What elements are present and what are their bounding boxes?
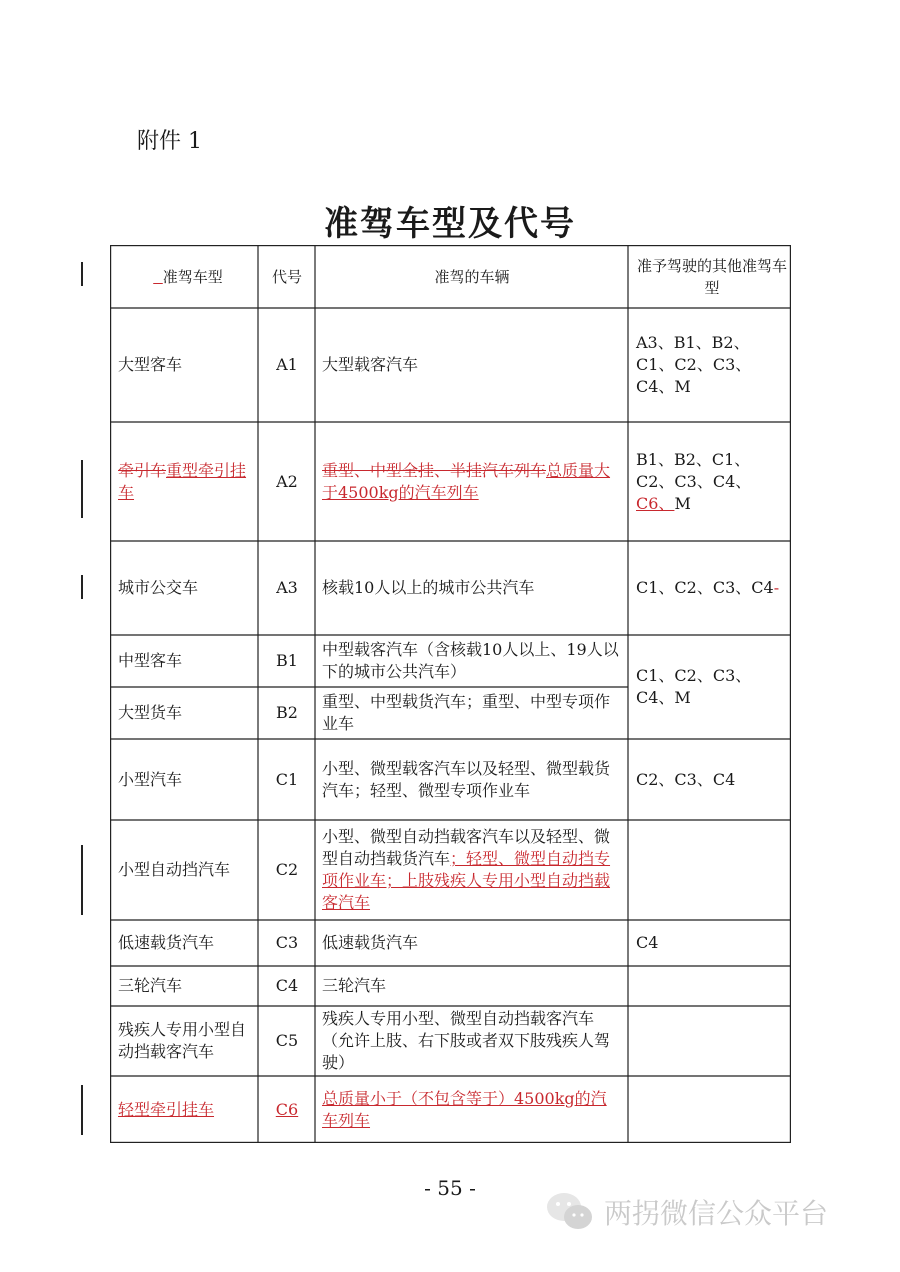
cell-other-a2: B1、B2、C1、C2、C3、C4、C6、M [636, 449, 752, 513]
cell-code-a1: A1 [276, 355, 298, 374]
header-other-types: 准予驾驶的其他准驾车型 [636, 256, 787, 297]
wechat-icon [544, 1190, 596, 1234]
cell-other-a3: C1、C2、C3、C4 ‑ [636, 578, 780, 597]
cell-other-a1: A3、B1、B2、C1、C2、C3、C4、M [636, 333, 752, 396]
cell-code-c3: C3 [275, 933, 299, 952]
cell-type-c1: 小型汽车 [118, 769, 183, 789]
cell-vehicles-b2: 重型、中型载货汽车；重型、中型专项作业车 [322, 692, 611, 733]
deleted-text: 牵引车 [118, 460, 167, 480]
cell-vehicles-c2: 小型、微型自动挡载客汽车以及轻型、微型自动挡载货汽车；轻型、微型自动挡专项作业车；上肢残疾人专用小型自动挡载客汽车 [322, 827, 611, 912]
cell-type-c6: 轻型牵引挂车 [118, 1099, 215, 1119]
revision-bar [81, 262, 83, 286]
deleted-text: 重型、中型全挂、半挂汽车列车 [322, 460, 547, 480]
cell-type-a2 [118, 422, 258, 541]
cell-vehicles-a3: 核载10人以上的城市公共汽车 [322, 578, 535, 597]
cell-type-c3: 低速载货汽车 [118, 933, 215, 952]
cell-vehicles-b1: 中型载客汽车（含核载10人以上、19人以下的城市公共汽车） [322, 640, 619, 681]
cell-code-c5: C5 [275, 1031, 299, 1050]
attachment-label: 附件 1 [137, 129, 202, 154]
cell-vehicles-c4: 三轮汽车 [322, 976, 387, 995]
page-number: - 55 - [424, 1176, 476, 1200]
license-type-table [110, 245, 791, 1143]
cell-code-b1: B1 [276, 651, 298, 670]
cell-type-b1: 中型客车 [118, 651, 183, 670]
cell-type-c5: 残疾人专用小型自动挡载客汽车 [118, 1020, 247, 1061]
inserted-text: C6、 [636, 493, 675, 513]
cell-vehicles-a1: 大型载客汽车 [322, 355, 419, 374]
cell-vehicles-a2 [322, 422, 622, 541]
cell-type-a3: 城市公交车 [118, 578, 199, 597]
cell-type-a1: 大型客车 [118, 355, 183, 374]
inserted-text: ；轻型、微型自动挡专项作业车；上肢残疾人专用小型自动挡载客汽车 [322, 849, 611, 912]
cell-code-c2: C2 [275, 860, 299, 879]
cell-other-b: C1、C2、C3、C4、M [636, 666, 752, 707]
header-vehicles: 准驾的车辆 [434, 267, 510, 286]
cell-code-b2: B2 [276, 703, 298, 722]
cell-code-c1: C1 [275, 769, 299, 789]
cell-other-c3: C4 [636, 933, 659, 952]
cell-type-c2: 小型自动挡汽车 [118, 860, 231, 879]
cell-type-c4: 三轮汽车 [118, 976, 183, 995]
revision-bar [81, 1085, 83, 1135]
cell-other-c1: C2、C3、C4 [636, 769, 736, 789]
cell-vehicles-c1: 小型、微型载客汽车以及轻型、微型载货汽车；轻型、微型专项作业车 [322, 758, 611, 800]
watermark [544, 1190, 828, 1234]
cell-type-b2: 大型货车 [118, 703, 183, 722]
header-type: 准驾车型 [162, 267, 223, 286]
header-code: 代号 [271, 267, 302, 286]
inserted-text: 重型牵引挂车 [118, 460, 247, 502]
inserted-text: 总质量大于4500kg的汽车列车 [322, 460, 611, 502]
cell-vehicles-c3: 低速载货汽车 [322, 933, 419, 952]
page-title: 准驾车型及代号 [324, 204, 576, 244]
revision-bar [81, 575, 83, 599]
cell-code-c4: C4 [275, 976, 299, 995]
revision-bar [81, 460, 83, 518]
cell-code-a3: A3 [276, 578, 298, 597]
watermark-text: 两拐微信公众平台 [604, 1197, 829, 1230]
revision-bar [81, 845, 83, 915]
cell-vehicles-c6: 总质量小于（不包含等于）4500kg的汽车列车 [322, 1088, 607, 1130]
cell-code-a2: A2 [276, 471, 298, 491]
cell-vehicles-c5: 残疾人专用小型、微型自动挡载客汽车（允许上肢、右下肢或者双下肢残疾人驾驶） [322, 1009, 611, 1072]
cell-code-c6: C6 [275, 1099, 299, 1119]
